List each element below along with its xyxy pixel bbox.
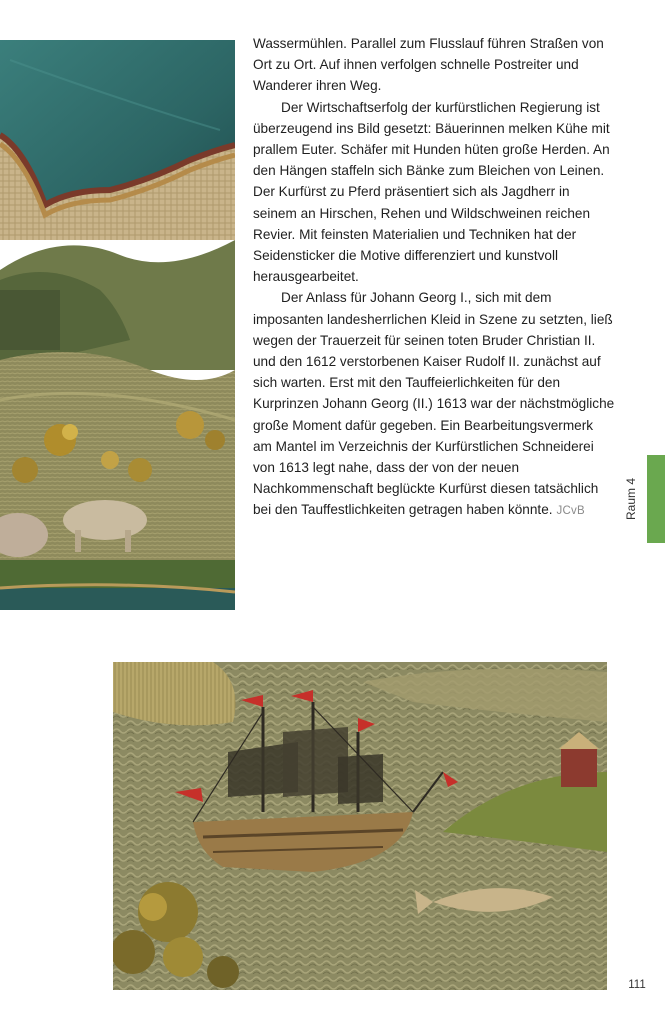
embroidery-landscape-photo: [0, 40, 235, 610]
room-tab-text: Raum 4: [624, 477, 638, 521]
article-body: [253, 33, 615, 523]
page-number: 111: [628, 979, 646, 991]
room-tab-label: [620, 455, 642, 543]
article-paragraph-3-text: Der Anlass für Johann Georg I., sich mit dem imposanten landesherrlichen Kleid in Szene zu setzten, ließ wegen der Trauerzeit für seinen toten Bruder Christian II. und den 1612 verstorbenen Kaiser Rudolf II. zunächst auf sich warten. Erst mit den Tauffeierlichkeiten für den Kurprinzen Johann Georg (II.) 1613 war der nächstmögliche große Moment dafür gegeben. Ein Bearbeitungsvermerk am Mantel im Verzeichnis der Kurfürstlichen Schneiderei von 1613 legt nahe, dass der von der neuen Nachkommenschaft beglückte Kurfürst diesen tatsächlich bei den Tauffestlichkeiten getragen haben könnte.: [253, 290, 615, 518]
article-paragraph-3: [253, 287, 615, 522]
article-paragraph-2: Der Wirtschaftserfolg der kurfürstlichen Regierung ist überzeugend ins Bild gesetzt: Bäuerinnen melken Kühe mit prallem Euter. Schäfer mit Hunden hüten große Herden. An den Hängen staffeln sich Bänke zum Bleichen von Leinen. Der Kurfürst zu Pferd präsentiert sich als Jagdherr in seinem an Hirschen, Rehen und Wildschweinen reichen Revier. Mit feinsten Materialien und Techniken hat der Seidensticker die Motive differenziert und kunstvoll herausgearbeitet.: [253, 99, 610, 285]
author-signature: JCvB: [556, 505, 585, 518]
embroidery-ship-photo: [113, 662, 607, 990]
article-paragraph-1: Wassermühlen. Parallel zum Flusslauf führen Straßen von Ort zu Ort. Auf ihnen verfolgen schnelle Postreiter und Wanderer ihren Weg.: [253, 36, 604, 94]
room-tab-marker: [647, 455, 665, 543]
